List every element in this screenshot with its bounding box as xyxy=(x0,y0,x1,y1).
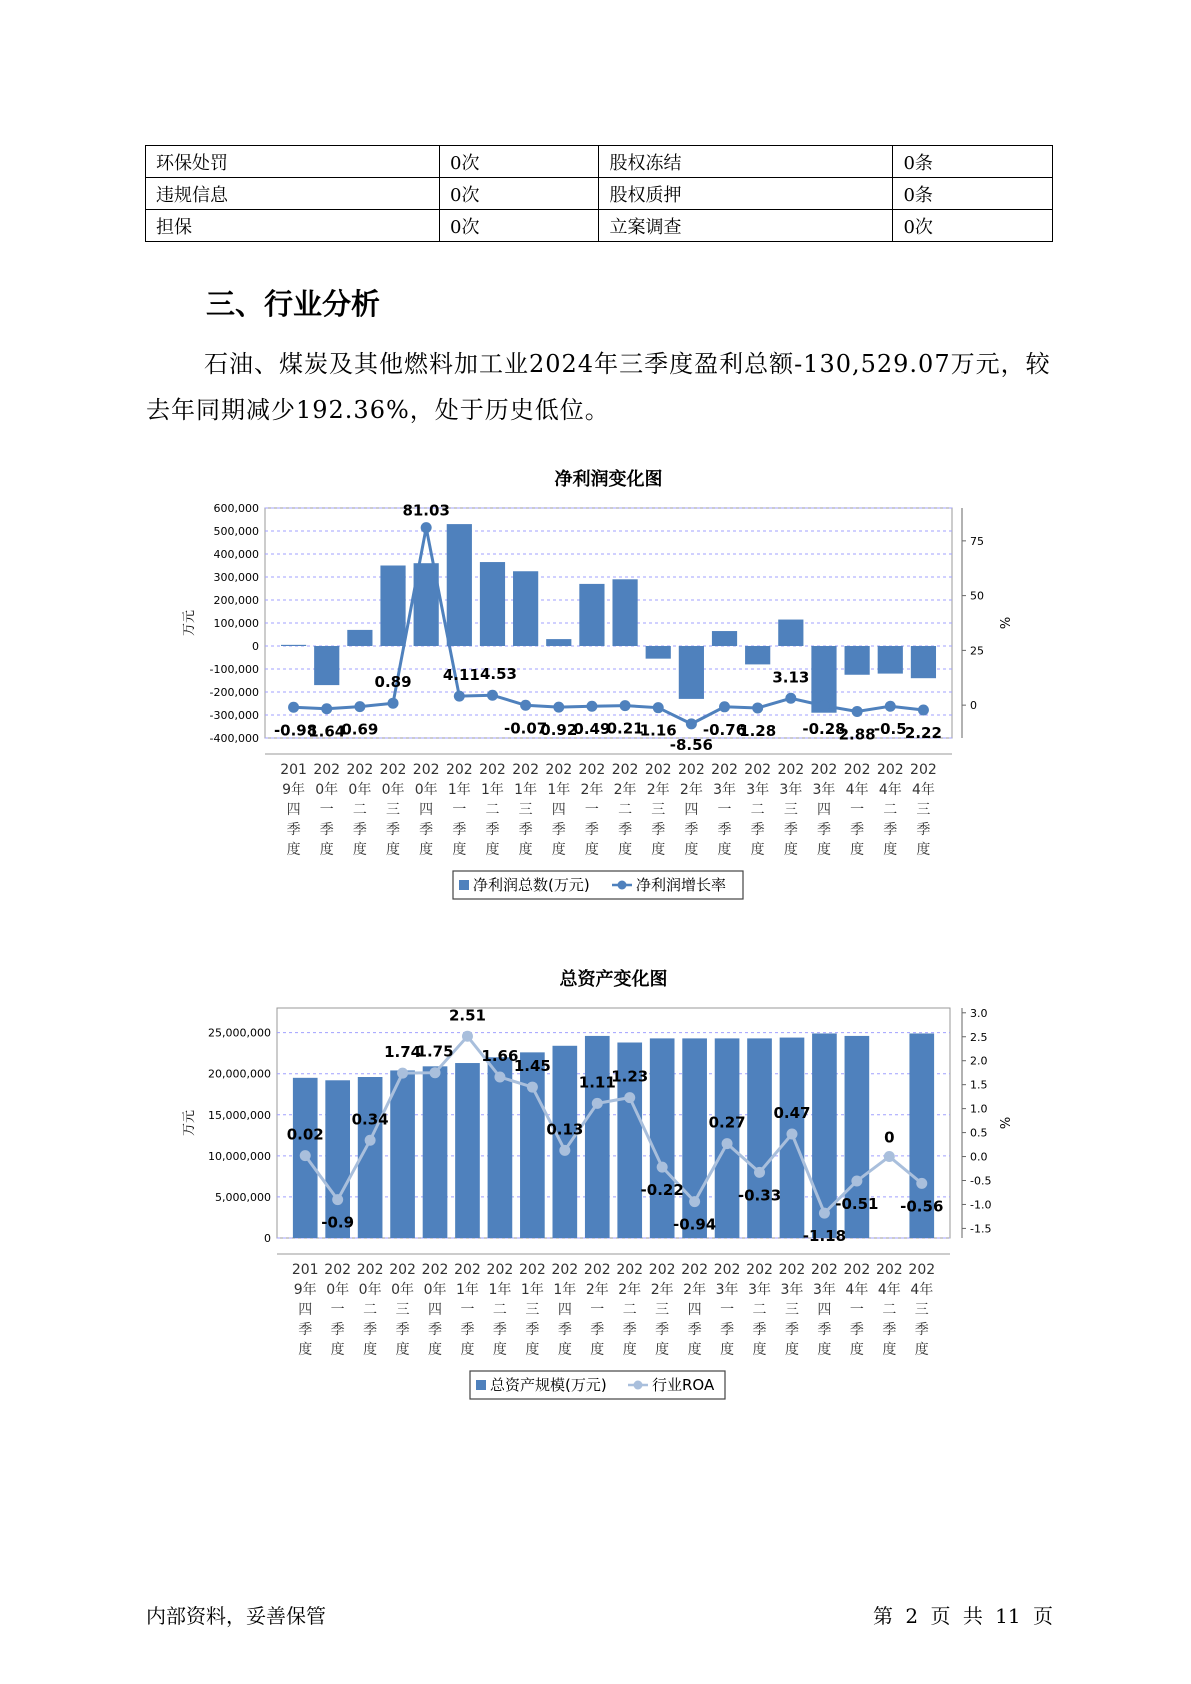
x-tick-label: 202 3年三季度 xyxy=(777,762,805,858)
line-point xyxy=(754,1167,765,1178)
data-label: -0.33 xyxy=(737,1186,782,1205)
section-title: 三、行业分析 xyxy=(206,287,381,321)
info-label-cell: 环保处罚 xyxy=(146,146,440,178)
y2-tick-label: 2.0 xyxy=(970,1054,988,1068)
bar xyxy=(845,646,870,675)
y-tick-label: 0 xyxy=(264,1232,271,1245)
y2-tick-label: 1.0 xyxy=(970,1102,988,1116)
data-label: 0.21 xyxy=(606,719,644,738)
bar xyxy=(579,584,604,646)
line-point xyxy=(520,700,531,711)
data-label: 0 xyxy=(884,1128,895,1147)
data-label: -0.28 xyxy=(802,719,846,738)
data-label: 4.11 xyxy=(442,666,480,685)
x-tick-label: 202 4年二季度 xyxy=(876,762,904,858)
info-value-cell: 0次 xyxy=(893,210,1053,242)
bar xyxy=(812,1033,837,1238)
x-tick-label: 202 1年四季度 xyxy=(551,1262,579,1358)
bar xyxy=(380,566,405,647)
line-point xyxy=(527,1082,538,1093)
y2-tick-label: -1.0 xyxy=(970,1198,992,1212)
line-point xyxy=(786,1129,797,1140)
line-point xyxy=(321,703,332,714)
bar xyxy=(679,646,704,699)
data-label: -0.07 xyxy=(504,719,548,738)
y-tick-label: 300,000 xyxy=(213,571,259,584)
line-point xyxy=(818,700,829,711)
line-point xyxy=(785,693,796,704)
line-point xyxy=(752,702,763,713)
footer-page-number: 第 2 页 共 11 页 xyxy=(873,1604,1053,1628)
y2-tick-label: -0.5 xyxy=(970,1174,992,1188)
line-point xyxy=(462,1031,473,1042)
y2-tick-label: 2.5 xyxy=(970,1030,988,1044)
x-tick-label: 202 0年一季度 xyxy=(313,762,341,858)
x-tick-label: 202 3年二季度 xyxy=(746,1262,773,1358)
y2-axis-label: % xyxy=(999,1116,1014,1130)
x-tick-label: 202 3年四季度 xyxy=(810,762,838,858)
x-tick-label: 202 2年一季度 xyxy=(578,762,606,858)
x-tick-label: 202 0年一季度 xyxy=(324,1262,352,1358)
bar xyxy=(911,646,936,678)
data-label: 0.02 xyxy=(286,1125,324,1144)
bar xyxy=(682,1038,707,1238)
line-point xyxy=(586,701,597,712)
data-label: 0.27 xyxy=(708,1113,746,1132)
y-tick-label: -100,000 xyxy=(209,663,259,676)
line-point xyxy=(487,690,498,701)
line-point xyxy=(916,1178,927,1189)
data-label: 1.16 xyxy=(639,721,677,740)
data-label: 1.45 xyxy=(513,1057,551,1076)
x-tick-label: 201 9年四季度 xyxy=(291,1262,319,1358)
y-tick-label: 100,000 xyxy=(213,617,259,630)
line-point xyxy=(559,1145,570,1156)
data-label: 0.47 xyxy=(773,1104,811,1123)
bar xyxy=(878,646,903,674)
x-tick-label: 201 9年四季度 xyxy=(280,762,307,858)
data-label: 81.03 xyxy=(402,501,450,520)
y-tick-label: -300,000 xyxy=(209,709,259,722)
bar xyxy=(747,1038,772,1238)
bar xyxy=(347,630,372,646)
line-point xyxy=(421,522,432,533)
info-row xyxy=(146,146,1053,178)
data-label: 1.23 xyxy=(611,1067,649,1086)
bar xyxy=(646,646,671,659)
industry-summary-paragraph: 石油、煤炭及其他燃料加工业2024年三季度盈利总额-130,529.07万元，较去年同期减少192.36%，处于历史低位。 xyxy=(146,350,1051,424)
y2-tick-label: 25 xyxy=(970,644,984,658)
bar xyxy=(552,1046,577,1238)
y2-tick-label: -1.5 xyxy=(970,1222,992,1236)
x-tick-label: 202 2年一季度 xyxy=(583,1262,611,1358)
risk-info-table xyxy=(145,145,1053,242)
y-axis-label: 万元 xyxy=(182,1109,197,1137)
line-point xyxy=(851,1175,862,1186)
bar xyxy=(585,1036,610,1238)
y-tick-label: 500,000 xyxy=(213,525,259,538)
bar xyxy=(612,579,637,646)
data-label: -0.98 xyxy=(273,721,318,740)
data-label: 0.34 xyxy=(351,1110,389,1129)
y-tick-label: 10,000,000 xyxy=(208,1149,271,1163)
info-value-cell: 0次 xyxy=(440,146,599,178)
bar xyxy=(455,1063,480,1238)
line-point xyxy=(885,701,896,712)
data-label: -0.56 xyxy=(900,1197,944,1216)
data-label: -0.22 xyxy=(640,1181,684,1200)
x-tick-label: 202 2年二季度 xyxy=(616,1262,644,1358)
bar xyxy=(281,645,306,646)
x-tick-label: 202 3年二季度 xyxy=(744,762,772,858)
data-label: 0.92 xyxy=(540,721,578,740)
y-tick-label: 600,000 xyxy=(213,502,259,515)
line-point xyxy=(722,1138,733,1149)
legend-label: 总资产规模(万元) xyxy=(490,1376,607,1394)
bar xyxy=(314,646,339,685)
line-point xyxy=(332,1194,343,1205)
data-label: -1.18 xyxy=(802,1227,847,1246)
info-label-cell: 违规信息 xyxy=(146,178,440,210)
line-point xyxy=(397,1068,408,1079)
info-label-cell: 担保 xyxy=(146,210,440,242)
x-tick-label: 202 4年三季度 xyxy=(910,762,937,858)
bar xyxy=(423,1066,448,1238)
line-point xyxy=(819,1208,830,1219)
data-label: 0.69 xyxy=(341,720,379,739)
x-tick-label: 202 1年三季度 xyxy=(512,762,539,858)
x-tick-label: 202 0年四季度 xyxy=(421,1262,449,1358)
y-tick-label: 400,000 xyxy=(213,548,259,561)
data-label: -0.76 xyxy=(702,720,747,739)
data-label: 1.64 xyxy=(308,722,346,741)
x-tick-label: 202 1年一季度 xyxy=(445,762,473,858)
legend-swatch-bar xyxy=(476,1380,486,1390)
info-label-cell: 股权质押 xyxy=(599,178,893,210)
legend-label: 净利润总数(万元) xyxy=(473,876,590,894)
data-label: 0.89 xyxy=(374,673,412,692)
data-label: 2.88 xyxy=(838,725,876,744)
info-value-cell: 0次 xyxy=(440,178,599,210)
data-label: 1.66 xyxy=(481,1047,519,1065)
x-tick-label: 202 2年四季度 xyxy=(678,762,705,858)
bar xyxy=(712,631,737,646)
y-tick-label: 20,000,000 xyxy=(208,1067,271,1081)
x-tick-label: 202 0年四季度 xyxy=(412,762,440,858)
data-label: 1.75 xyxy=(416,1042,454,1061)
y-tick-label: -200,000 xyxy=(209,686,259,699)
line-point xyxy=(689,1196,700,1207)
line-point xyxy=(388,698,399,709)
line-point xyxy=(884,1151,895,1162)
x-tick-label: 202 2年四季度 xyxy=(681,1262,708,1358)
bar xyxy=(520,1052,545,1238)
line-point xyxy=(494,1072,505,1083)
data-label: 1.74 xyxy=(384,1043,422,1062)
line-point xyxy=(719,701,730,712)
x-tick-label: 202 4年三季度 xyxy=(908,1262,936,1358)
line-point xyxy=(653,702,664,713)
x-tick-label: 202 4年一季度 xyxy=(843,1262,871,1358)
data-label: 1.28 xyxy=(739,721,777,740)
x-tick-label: 202 0年三季度 xyxy=(379,762,407,858)
line-point xyxy=(553,702,564,713)
info-row xyxy=(146,210,1053,242)
x-tick-label: 202 4年一季度 xyxy=(843,762,871,858)
y2-tick-label: 0.0 xyxy=(970,1150,988,1164)
line-point xyxy=(365,1135,376,1146)
y-axis-label: 万元 xyxy=(182,609,197,637)
y-tick-label: -400,000 xyxy=(209,732,259,745)
info-label-cell: 股权冻结 xyxy=(599,146,893,178)
line-point xyxy=(354,701,365,712)
x-tick-label: 202 3年一季度 xyxy=(713,1262,741,1358)
legend-label: 净利润增长率 xyxy=(636,876,727,894)
total-assets-chart xyxy=(0,958,1191,1408)
legend-label: 行业ROA xyxy=(652,1376,715,1394)
y-tick-label: 200,000 xyxy=(213,594,259,607)
y-tick-label: 5,000,000 xyxy=(215,1190,271,1204)
bar xyxy=(447,524,472,646)
x-tick-label: 202 3年三季度 xyxy=(778,1262,806,1358)
net-profit-chart xyxy=(0,458,1191,908)
data-label: 0.49 xyxy=(573,720,611,739)
x-tick-label: 202 4年二季度 xyxy=(875,1262,903,1358)
y-tick-label: 15,000,000 xyxy=(208,1108,271,1122)
y-tick-label: 25,000,000 xyxy=(208,1026,271,1040)
bar xyxy=(650,1038,675,1238)
y2-axis-label: % xyxy=(999,616,1014,630)
line-point xyxy=(918,705,929,716)
x-tick-label: 202 2年二季度 xyxy=(611,762,639,858)
data-label: -0.94 xyxy=(673,1215,717,1234)
y2-tick-label: 1.5 xyxy=(970,1078,988,1092)
y2-tick-label: 75 xyxy=(970,534,984,548)
y2-tick-label: 3.0 xyxy=(970,1006,988,1020)
bar xyxy=(745,646,770,664)
bar xyxy=(546,639,571,646)
info-row xyxy=(146,178,1053,210)
bar xyxy=(778,620,803,646)
bar xyxy=(390,1070,415,1238)
legend-swatch-dot xyxy=(618,881,627,890)
bar xyxy=(513,571,538,646)
data-label: 2.51 xyxy=(448,1006,486,1025)
line-point xyxy=(592,1098,603,1109)
data-label: -0.5 xyxy=(873,720,907,739)
line-point xyxy=(852,706,863,717)
info-value-cell: 0次 xyxy=(440,210,599,242)
y-tick-label: 0 xyxy=(252,640,259,653)
line-point xyxy=(300,1150,311,1161)
line-point xyxy=(686,718,697,729)
x-tick-label: 202 3年一季度 xyxy=(711,762,738,858)
x-tick-label: 202 0年二季度 xyxy=(356,1262,384,1358)
data-label: 1.11 xyxy=(578,1073,616,1092)
x-tick-label: 202 2年三季度 xyxy=(644,762,672,858)
data-label: 2.22 xyxy=(904,724,942,743)
data-label: -0.51 xyxy=(835,1194,879,1213)
line-point xyxy=(454,691,465,702)
x-tick-label: 202 3年四季度 xyxy=(811,1262,838,1358)
line-point xyxy=(288,702,299,713)
y2-tick-label: 0.5 xyxy=(970,1126,988,1140)
x-tick-label: 202 2年三季度 xyxy=(648,1262,676,1358)
x-tick-label: 202 1年四季度 xyxy=(545,762,573,858)
data-label: 3.13 xyxy=(772,668,810,687)
y2-tick-label: 50 xyxy=(970,589,984,603)
data-label: -0.9 xyxy=(321,1213,355,1232)
line-point xyxy=(430,1067,441,1078)
legend-swatch-bar xyxy=(459,880,469,890)
chart-title: 净利润变化图 xyxy=(554,469,663,490)
x-tick-label: 202 1年二季度 xyxy=(479,762,506,858)
data-label: 4.53 xyxy=(479,665,517,684)
x-tick-label: 202 0年三季度 xyxy=(389,1262,416,1358)
chart-title: 总资产变化图 xyxy=(559,969,668,990)
line-point xyxy=(657,1162,668,1173)
y2-tick-label: 0 xyxy=(970,699,977,713)
net-profit-chart-svg xyxy=(0,458,1191,908)
info-label-cell: 立案调查 xyxy=(599,210,893,242)
bar xyxy=(480,562,505,646)
legend-swatch-dot xyxy=(634,1381,643,1390)
x-tick-label: 202 1年三季度 xyxy=(519,1262,546,1358)
line-point xyxy=(624,1092,635,1103)
data-label: 0.13 xyxy=(546,1120,584,1139)
x-tick-label: 202 1年一季度 xyxy=(454,1262,481,1358)
total-assets-chart-svg xyxy=(0,958,1191,1408)
x-tick-label: 202 1年二季度 xyxy=(486,1262,514,1358)
x-tick-label: 202 0年二季度 xyxy=(346,762,374,858)
bar xyxy=(488,1057,513,1238)
info-value-cell: 0条 xyxy=(893,146,1053,178)
footer-confidential-note: 内部资料，妥善保管 xyxy=(146,1604,326,1628)
info-value-cell: 0条 xyxy=(893,178,1053,210)
data-label: -8.56 xyxy=(669,735,713,754)
line-point xyxy=(620,700,631,711)
